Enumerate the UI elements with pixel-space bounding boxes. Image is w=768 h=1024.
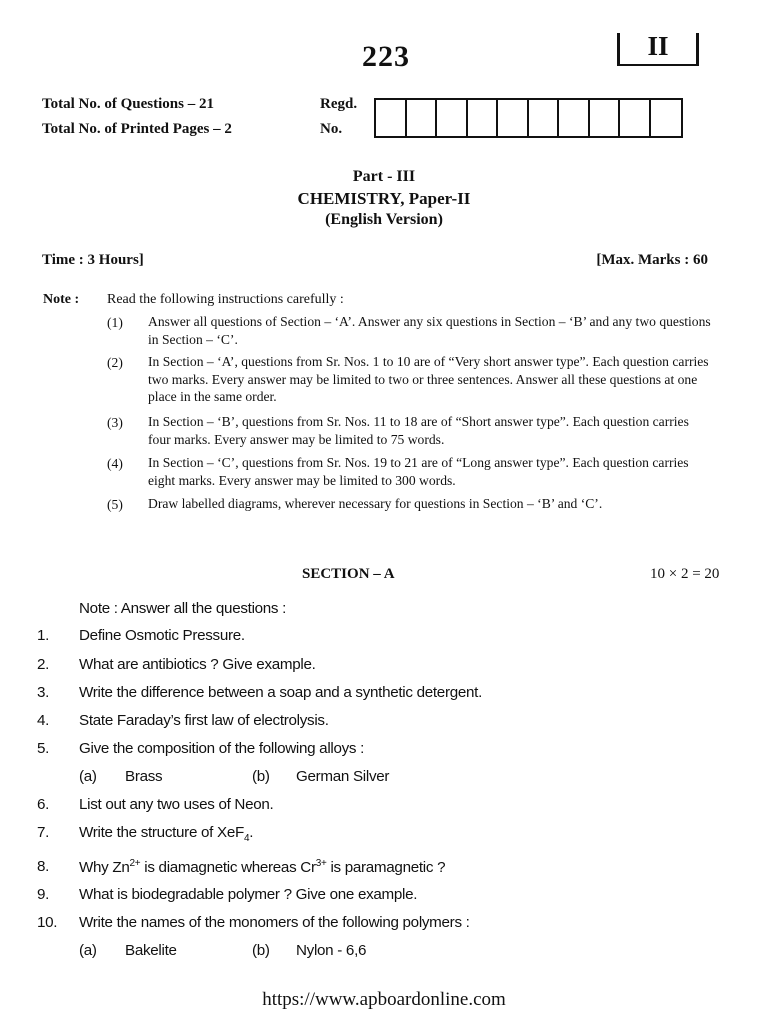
version-title: (English Version)	[325, 211, 443, 228]
max-marks: [Max. Marks : 60	[596, 252, 708, 268]
instruction-text: In Section – ‘C’, questions from Sr. Nos. 19 to 21 are of “Long answer type”. Each question carries eight marks. Every answer may be limited to 300 words.	[148, 455, 689, 488]
section-heading: SECTION – A	[302, 566, 395, 582]
question-text: Write the difference between a soap and a synthetic detergent.	[79, 684, 482, 701]
instruction-number: (2)	[107, 355, 123, 370]
question-text-part: is diamagnetic whereas Cr	[140, 859, 316, 877]
part-title: Part - III	[352, 168, 416, 185]
paper-part-label: II	[647, 31, 669, 61]
option-text: Nylon - 6,6	[296, 942, 367, 959]
question-text	[79, 858, 445, 876]
question-number: 5.	[37, 740, 50, 757]
regd-box	[407, 100, 438, 136]
question-item	[0, 886, 768, 906]
question-item	[0, 858, 768, 878]
question-text: Write the names of the monomers of the following polymers :	[79, 914, 470, 931]
option-text: Bakelite	[125, 942, 177, 959]
paper-part-box	[617, 33, 699, 66]
question-item	[0, 796, 768, 816]
regd-box	[437, 100, 468, 136]
instruction-text: Draw labelled diagrams, wherever necessary for questions in Section – ‘B’ and ‘C’.	[148, 496, 603, 511]
instruction-number: (4)	[107, 456, 123, 471]
question-item	[0, 824, 768, 846]
subscript: 4	[243, 833, 250, 845]
regd-box	[651, 100, 682, 136]
regd-box	[468, 100, 499, 136]
question-text: Give the composition of the following alloys :	[79, 740, 365, 757]
regd-box	[498, 100, 529, 136]
note-intro: Read the following instructions carefully :	[107, 292, 344, 307]
question-number: 7.	[37, 824, 50, 841]
question-text-part: .	[249, 824, 254, 841]
total-questions: Total No. of Questions – 21	[42, 96, 214, 112]
question-options	[0, 942, 768, 962]
question-item	[0, 627, 768, 647]
time-allowed: Time : 3 Hours]	[42, 252, 144, 268]
question-text: What are antibiotics ? Give example.	[79, 656, 316, 673]
section-note: Note : Answer all the questions :	[79, 600, 287, 617]
question-item	[0, 684, 768, 704]
total-printed-pages: Total No. of Printed Pages – 2	[42, 121, 232, 137]
superscript: 2+	[129, 858, 141, 869]
question-text	[79, 824, 253, 844]
option-label: (a)	[79, 768, 97, 785]
option-text: Brass	[125, 768, 163, 785]
registration-number-grid	[374, 98, 683, 138]
superscript: 3+	[315, 858, 327, 869]
instruction-number: (1)	[107, 315, 123, 330]
subject-title: CHEMISTRY, Paper-II	[297, 189, 471, 208]
question-text-part: Write the structure of XeF	[79, 824, 244, 841]
option-label: (b)	[252, 942, 270, 959]
question-number: 10.	[37, 914, 58, 931]
question-number: 9.	[37, 886, 50, 903]
instruction-text: In Section – ‘B’, questions from Sr. Nos. 11 to 18 are of “Short answer type”. Each question carries four marks. Every answer may be limited to 75 words.	[148, 414, 689, 447]
regd-box	[376, 100, 407, 136]
regd-box	[529, 100, 560, 136]
question-text-part: is paramagnetic ?	[326, 859, 446, 877]
question-number: 8.	[37, 858, 50, 875]
question-number: 3.	[37, 684, 50, 701]
question-number: 4.	[37, 712, 50, 729]
question-text-part: Why Zn	[79, 859, 130, 877]
section-marks: 10 × 2 = 20	[650, 566, 720, 582]
question-item	[0, 712, 768, 732]
question-number: 2.	[37, 656, 50, 673]
question-number: 1.	[37, 627, 50, 644]
question-text: List out any two uses of Neon.	[79, 796, 274, 813]
question-options	[0, 768, 768, 788]
question-text: Define Osmotic Pressure.	[79, 627, 245, 644]
regd-label: Regd.	[320, 96, 358, 112]
question-item	[0, 914, 768, 934]
option-label: (a)	[79, 942, 97, 959]
question-number: 6.	[37, 796, 50, 813]
instruction-number: (3)	[107, 415, 123, 430]
question-text: What is biodegradable polymer ? Give one example.	[79, 886, 418, 903]
regd-no-label: No.	[320, 121, 343, 137]
question-text: State Faraday’s first law of electrolysis.	[79, 712, 329, 729]
question-item	[0, 740, 768, 760]
instruction-text: Answer all questions of Section – ‘A’. Answer any six questions in Section – ‘B’ and any two questions in Section – ‘C’.	[148, 314, 711, 347]
regd-box	[620, 100, 651, 136]
footer-url: https://www.apboardonline.com	[262, 989, 506, 1010]
instruction-text: In Section – ‘A’, questions from Sr. Nos. 1 to 10 are of “Very short answer type”. Each question carries two marks. Every answer may be limited to two or three sentences. Answer all these questions at one place in the same order.	[148, 354, 709, 405]
regd-box	[590, 100, 621, 136]
paper-code: 223	[362, 40, 410, 73]
instruction-number: (5)	[107, 497, 123, 512]
question-item	[0, 656, 768, 676]
option-text: German Silver	[296, 768, 390, 785]
regd-box	[559, 100, 590, 136]
note-label: Note :	[43, 292, 80, 307]
option-label: (b)	[252, 768, 270, 785]
